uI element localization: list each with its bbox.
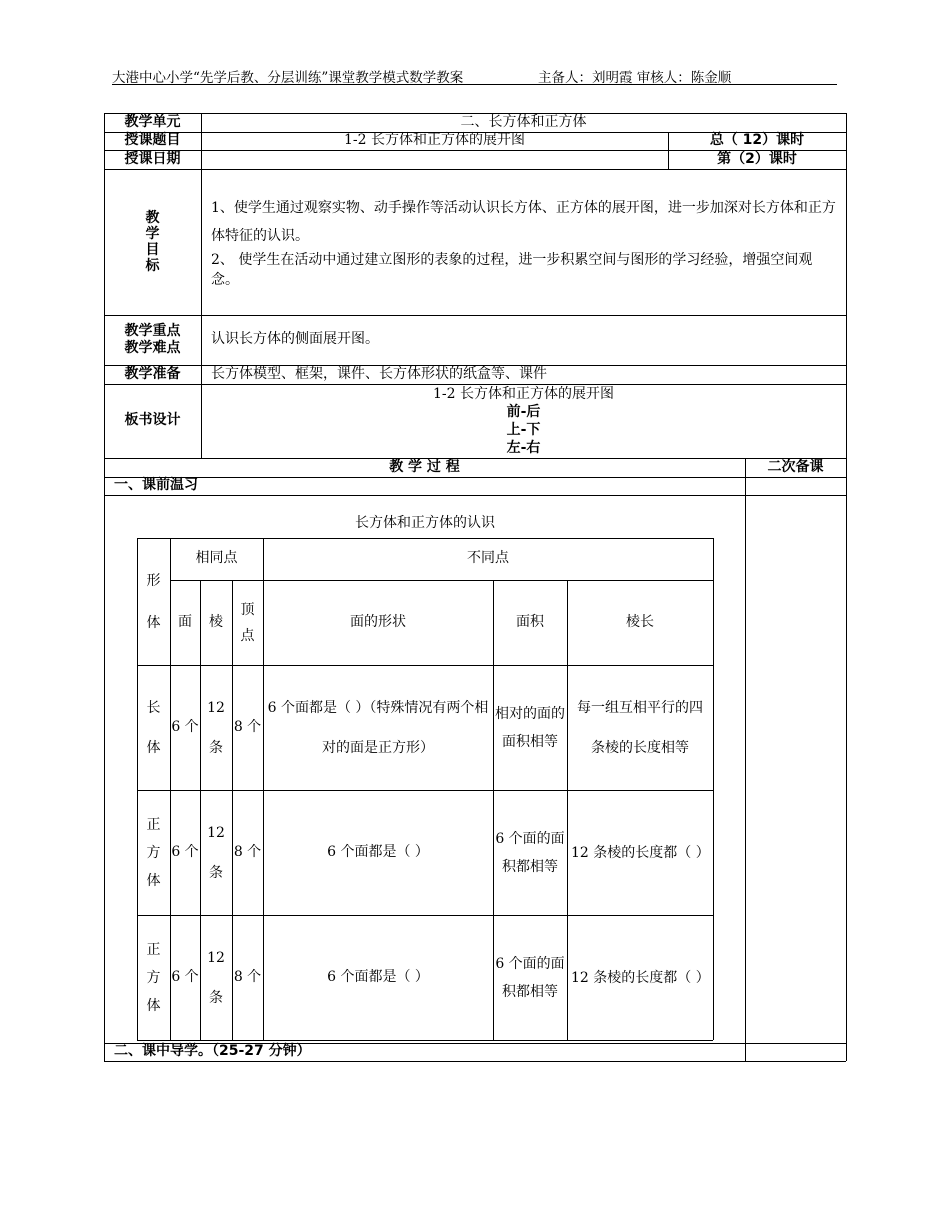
board-line-1: 前-后 xyxy=(506,404,541,420)
row-edge: 12 条 xyxy=(207,949,225,1006)
table-row: 正方体 xyxy=(146,816,161,889)
author-info: 主备人：刘明霞 审核人：陈金顺 xyxy=(538,70,732,86)
col-edge: 棱 xyxy=(209,613,223,630)
row-edge-length: 12 条棱的长度都（ ） xyxy=(571,844,710,861)
row-edge: 12 条 xyxy=(207,699,225,756)
topic-value: 1-2 长方体和正方体的展开图 xyxy=(344,132,525,149)
prep-value: 长方体模型、框架，课件、长方体形状的纸盒等、课件 xyxy=(211,365,547,382)
board-line-2: 上-下 xyxy=(506,422,541,438)
row-face-shape: 6 个面都是（ ） xyxy=(327,843,429,860)
section-review: 一、课前温习 xyxy=(114,477,198,494)
table-row: 正方体 xyxy=(146,941,161,1014)
goal-2: 2、 使学生在活动中通过建立图形的表象的过程，进一步积累空间与图形的学习经验，增强空间观念。 xyxy=(211,252,813,288)
period: 第（2）课时 xyxy=(717,150,797,167)
row-vertex: 8 个 xyxy=(233,968,262,985)
prep-label: 教学准备 xyxy=(124,365,181,382)
col-edge-length: 棱长 xyxy=(626,613,654,630)
row-face: 6 个 xyxy=(171,718,199,735)
row-vertex: 8 个 xyxy=(233,843,262,860)
col-shape: 形体 xyxy=(146,572,161,631)
second-prep-heading: 二次备课 xyxy=(767,458,824,475)
board-label: 板书设计 xyxy=(124,412,181,429)
row-edge-length: 12 条棱的长度都（ ） xyxy=(571,969,710,986)
table-row: 长体 xyxy=(146,699,161,756)
row-edge-length: 每一组互相平行的四条棱的长度相等 xyxy=(577,699,703,756)
page-header xyxy=(112,66,837,85)
goal-1: 1、使学生通过观察实物、动手操作等活动认识长方体、正方体的展开图，进一步加深对长方体和正方体特征的认识。 xyxy=(211,200,836,244)
unit-value: 二、长方体和正方体 xyxy=(460,113,587,130)
date-value xyxy=(201,150,668,169)
row-area: 相对的面的面积相等 xyxy=(495,705,565,750)
total-hours: 总（ 12）课时 xyxy=(709,132,805,149)
row-vertex: 8 个 xyxy=(233,718,262,735)
board-line-3: 左-右 xyxy=(506,440,541,456)
col-face-shape: 面的形状 xyxy=(350,613,406,630)
row-edge: 12 条 xyxy=(207,824,225,881)
row-area: 6 个面的面积都相等 xyxy=(495,830,565,875)
row-face-shape: 6 个面都是（ ）（特殊情况有两个相对的面是正方形） xyxy=(267,699,489,756)
col-face: 面 xyxy=(178,613,192,630)
col-diff: 不同点 xyxy=(467,550,509,567)
row-face-shape: 6 个面都是（ ） xyxy=(327,968,429,985)
key-points-value: 认识长方体的侧面展开图。 xyxy=(211,331,379,348)
row-face: 6 个 xyxy=(171,843,199,860)
col-area: 面积 xyxy=(516,613,544,630)
unit-label: 教学单元 xyxy=(124,113,181,130)
row-face: 6 个 xyxy=(171,968,199,985)
topic-label: 授课题目 xyxy=(124,132,181,149)
goals-label: 教学目标 xyxy=(145,209,160,275)
col-vertex: 顶点 xyxy=(240,601,255,644)
section-guided-learning: 二、课中导学。（25-27 分钟） xyxy=(114,1043,311,1060)
review-table-title: 长方体和正方体的认识 xyxy=(355,515,495,532)
board-title: 1-2 长方体和正方体的展开图 xyxy=(433,386,614,402)
goals-text xyxy=(201,169,846,315)
key-points-label: 教学重点 教学难点 xyxy=(124,323,181,356)
process-heading: 教 学 过 程 xyxy=(389,458,460,475)
row-area: 6 个面的面积都相等 xyxy=(495,955,565,1000)
col-same: 相同点 xyxy=(195,550,238,567)
school-title: 大港中心小学“先学后教、分层训练”课堂教学模式数学教案 xyxy=(112,70,464,86)
date-label: 授课日期 xyxy=(124,150,181,167)
board-design xyxy=(201,384,846,458)
